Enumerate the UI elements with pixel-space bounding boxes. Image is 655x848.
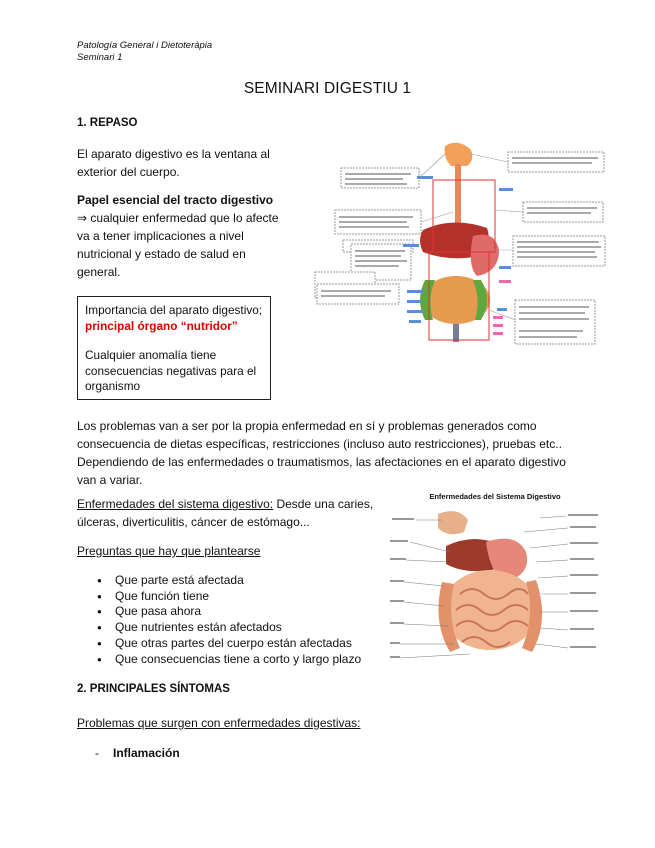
list-item: ● Que nutrientes están afectados (77, 620, 377, 636)
inflamacion-item: - Inflamación (95, 746, 180, 760)
course-name: Patología General i Dietoteràpia (77, 40, 213, 51)
enfermedades-paragraph: Enfermedades del sistema digestivo: Desde una caries, úlceras, diverticulitis, cáncer de estómago... (77, 497, 374, 529)
papel-paragraph: Papel esencial del tracto digestivo ⇒ cualquier enfermedad que lo afecte va a tener implicaciones a nivel nutricional y estado de salud en general. (77, 191, 292, 281)
seminar-label: Seminari 1 (77, 52, 123, 63)
list-item: ● Que pasa ahora (77, 604, 377, 620)
enfermedades-label: Enfermedades del sistema digestivo: (77, 497, 274, 511)
list-item: ● Que otras partes del cuerpo están afectadas (77, 636, 377, 652)
list-item: ● Que consecuencias tiene a corto y largo plazo (77, 652, 377, 668)
section-heading-repaso: 1. REPASO (77, 117, 138, 129)
highlight-text: principal órgano “nutridor” (85, 318, 238, 333)
section-heading-sintomas: 2. PRINCIPALES SÍNTOMAS (77, 683, 230, 695)
problems-paragraph: Los problemas van a ser por la propia enfermedad en sí y problemas generados como consecuencia de dietas específicas, restricciones (incluso auto restricciones), pruebas etc.. Dependiendo de las enfermedades o traumatismos, las afectaciones en el aparato digestivo van a variar. (77, 419, 566, 487)
importance-box: Importancia del aparato digestivo; principal órgano “nutridor” Cualquier anomalía tiene consecuencias negativas para el organismo (77, 296, 271, 400)
list-item: ● Que parte está afectada (77, 573, 377, 589)
list-item: ● Que función tiene (77, 589, 377, 605)
digestive-diagram-image (303, 140, 608, 352)
page-header (77, 40, 212, 64)
section2-subheading: Problemas que surgen con enfermedades digestivas: (77, 716, 361, 730)
digestive-diseases-image (390, 502, 600, 670)
page-title: SEMINARI DIGESTIU 1 (243, 80, 412, 97)
preguntas-list (77, 573, 377, 667)
papel-heading: Papel esencial del tracto digestivo (77, 193, 274, 207)
intro-paragraph: El aparato digestivo es la ventana al exterior del cuerpo. (77, 147, 270, 179)
figure-title: Enfermedades del Sistema Digestivo (429, 492, 561, 501)
preguntas-heading: Preguntas que hay que plantearse (77, 544, 261, 558)
digestive-diseases-figure (390, 490, 600, 670)
digestive-system-diagram (303, 140, 608, 352)
